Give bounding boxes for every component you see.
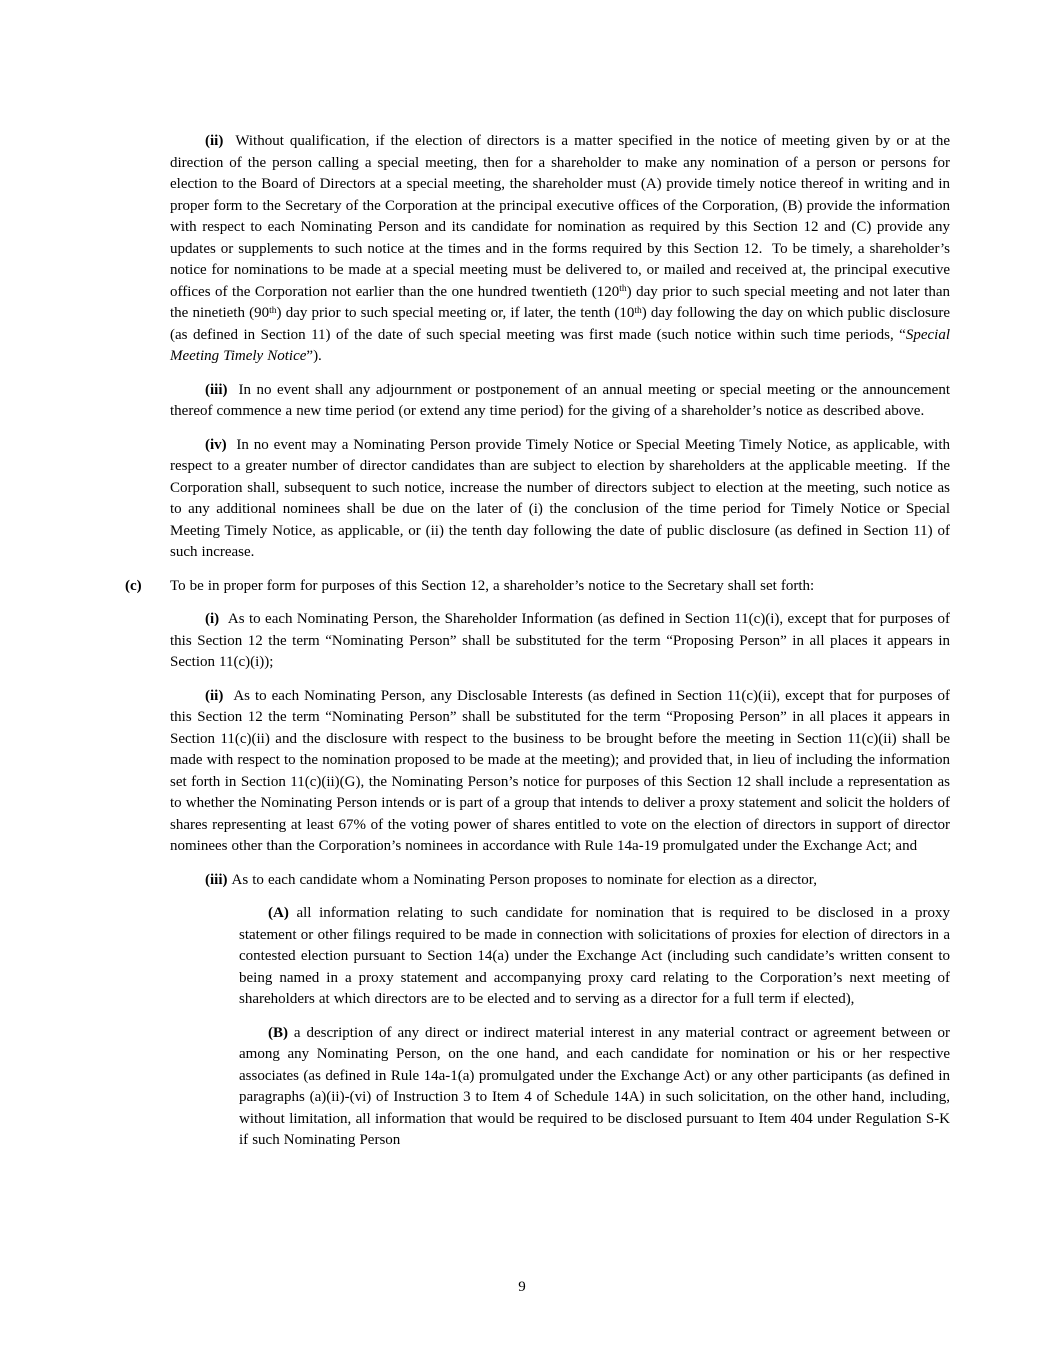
text-run: th (619, 284, 627, 295)
text-run: ) day prior to such special meeting or, if later, the tenth (10 (276, 305, 635, 321)
text-run: In no event shall any adjournment or postponement of an annual meeting or special meeting or the announcement thereof commence a new time period (or extend any time period) for the giving of a shareholder’s notice as described above. (170, 381, 950, 419)
text-run: Without qualification, if the election of directors is a matter specified in the notice of meeting given by or at the direction of the person calling a special meeting, then for a shareholder to make any nomination of a person or persons for election to the Board of Directors at a special meeting, the shareholder must (A) provide timely notice thereof in writing and in proper form to the Secretary of the Corporation at the principal executive offices of the Corporation, (B) provide the information with respect to each Nominating Person and its candidate for nomination as required by this Section 12 and (C) provide any updates or supplements to such notice at the times and in the forms required by this Section 12. To be timely, a shareholder’s notice for nominations to be made at a special meeting must be delivered to, or mailed and received at, the principal executive offices of the Corporation not earlier than the one hundred twentieth (120 (170, 133, 950, 300)
text-run: In no event may a Nominating Person provide Timely Notice or Special Meeting Timely Notice, as applicable, with respect to a greater number of director candidates than are subject to election by shareholders at the applicable meeting. If the Corporation shall, subsequent to such notice, increase the number of directors subject to election at the meeting, such notice as to any additional nominees shall be due on the later of (i) the conclusion of the time period for Timely Notice or Special Meeting Timely Notice, as applicable, or (ii) the tenth day following the date of public disclosure (as defined in Section 11) of such increase. (170, 436, 950, 560)
text-run: As to each Nominating Person, the Shareholder Information (as defined in Section 11(c)(i), except that for purposes of this Section 12 the term “Nominating Person” shall be substituted for the term “Proposing Person” in all places it appears in Section 11(c)(i)); (170, 611, 950, 670)
text-run: To be in proper form for purposes of this Section 12, a shareholder’s notice to the Secretary shall set forth: (170, 577, 815, 594)
text-run: As to each candidate whom a Nominating Person proposes to nominate for election as a director, (227, 871, 817, 888)
paragraph-c (125, 576, 950, 598)
text-run: th (269, 305, 277, 316)
text-run: (B) (268, 1024, 288, 1041)
text-run: (c) (125, 577, 142, 594)
text-run: (ii) (205, 687, 224, 704)
paragraph-c-iii (170, 870, 950, 892)
text-run: (iv) (205, 436, 227, 453)
text-run: (i) (205, 611, 220, 627)
paragraph-c-iii-a (239, 903, 950, 1011)
text-run: ) day prior to such special meeting and not later than the ninetieth (90 (170, 283, 951, 321)
text-run: (ii) (205, 133, 224, 149)
paragraph-c-iii-b (239, 1023, 950, 1152)
page-footer (0, 1277, 1044, 1299)
text-run: ”). (306, 348, 322, 364)
text-run: (iii) (205, 871, 228, 888)
paragraph-c-i (170, 609, 950, 674)
text-run: (iii) (205, 381, 228, 398)
paragraph-b-ii (170, 131, 950, 368)
paragraph-b-iv (170, 435, 950, 564)
text-run: th (634, 305, 642, 316)
text-run: Special Meeting Timely Notice (170, 326, 950, 364)
paragraph-c-ii (170, 686, 950, 858)
text-run: As to each Nominating Person, any Disclosable Interests (as defined in Section 11(c)(ii), except that for purposes of this Section 12 the term “Nominating Person” shall be substituted for the term “Proposing Person” in all places it appears in Section 11(c)(ii) and the disclosure with respect to the business to be brought before the meeting in Section 11(c)(ii) shall be made with respect to the nomination proposed to be made at the meeting); and provided that, in lieu of including the information set forth in Section 11(c)(ii)(G), the Nominating Person’s notice for purposes of this Section 12 shall include a representation as to whether the Nominating Person intends or is part of a group that intends to deliver a proxy statement and solicit the holders of shares representing at least 67% of the voting power of shares entitled to vote on the election of directors in support of director nominees other than the Corporation’s nominees in accordance with Rule 14a-19 promulgated under the Exchange Act; and (170, 687, 950, 854)
text-run: (A) (268, 905, 289, 921)
paragraph-b-iii (170, 380, 950, 423)
text-run: a description of any direct or indirect material interest in any material contract or agreement between or among any Nominating Person, on the one hand, and each candidate for nomination or his or her respective associates (as defined in Rule 14a-1(a) promulgated under the Exchange Act) or any other participants (as defined in paragraphs (a)(ii)-(vi) of Instruction 3 to Item 4 of Schedule 14A) in such solicitation, on the other hand, including, without limitation, all information that would be required to be disclosed pursuant to Item 404 under Regulation S-K if such Nominating Person (239, 1024, 950, 1148)
document-body (125, 131, 951, 1164)
page-number: 9 (518, 1279, 526, 1295)
text-run: ) day following the day on which public disclosure (as defined in Section 11) of the date of such special meeting was first made (such notice within such time periods, “ (170, 305, 951, 343)
text-run: all information relating to such candidate for nomination that is required to be disclosed in a proxy statement or other filings required to be made in connection with solicitations of proxies for election of directors in a contested election pursuant to Section 14(a) under the Exchange Act (including such candidate’s written consent to being named in a proxy statement and accompanying proxy card relating to the Corporation’s next meeting of shareholders at which directors are to be elected and to serving as a director for a full term if elected), (239, 905, 950, 1007)
